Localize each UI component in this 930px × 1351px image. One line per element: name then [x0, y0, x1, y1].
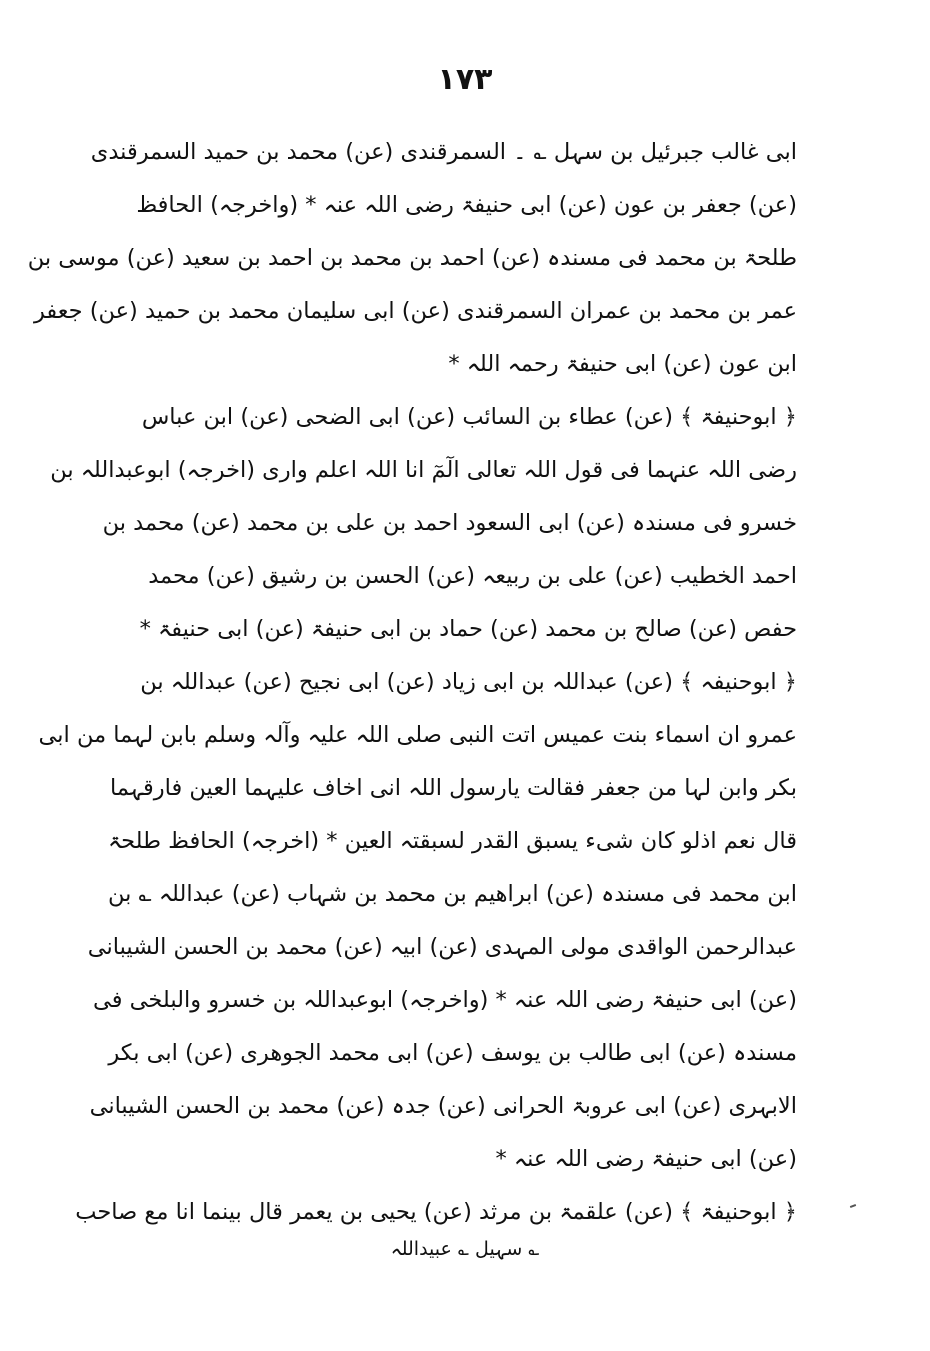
text-line: (عن) جعفر بن عون (عن) ابی حنیفۃ رضی اللہ عنہ * (واخرجہ) الحافظ	[136, 192, 797, 218]
text-line: ابن عون (عن) ابی حنیفۃ رحمہ اللہ *	[448, 351, 797, 377]
text-line: رضی اللہ عنہما فی قول اللہ تعالی الٓمٓ انا اللہ اعلم واری (اخرجہ) ابوعبداللہ بن	[50, 457, 797, 483]
text-line: عبدالرحمن الواقدی مولی المہدی (عن) ابیہ (عن) محمد بن الحسن الشیبانی	[87, 934, 797, 960]
text-line: خسرو فی مسندہ (عن) ابی السعود احمد بن علی بن محمد (عن) محمد بن	[102, 510, 797, 536]
body-text	[27, 126, 797, 1239]
text-line: طلحۃ بن محمد فی مسندہ (عن) احمد بن محمد بن احمد بن سعید (عن) موسی بن	[27, 245, 797, 271]
text-line: ﴿ ابوحنیفہ ﴾ (عن) عبداللہ بن ابی زیاد (عن) ابی نجیح (عن) عبداللہ بن	[140, 669, 797, 695]
page-number: ١٧٣	[437, 62, 493, 97]
footnote: ؎ سہیل ؎ عبیداللہ	[390, 1238, 540, 1260]
text-line: ابن محمد فی مسندہ (عن) ابراھیم بن محمد بن شہاب (عن) عبداللہ ؎ بن	[107, 881, 797, 907]
text-line: حفص (عن) صالح بن محمد (عن) حماد بن ابی حنیفۃ (عن) ابی حنیفۃ *	[139, 616, 797, 642]
text-line: ابی غالب جبرئیل بن سہل ؎ ۔ السمرقندی (عن) محمد بن حمید السمرقندی	[90, 139, 797, 165]
text-line: (عن) ابی حنیفۃ رضی اللہ عنہ * (واخرجہ) ابوعبداللہ بن خسرو والبلخی فی	[92, 987, 797, 1013]
text-line: ﴿ ابوحنیفۃ ﴾ (عن) عطاء بن السائب (عن) ابی الضحی (عن) ابن عباس	[141, 404, 797, 430]
text-line: الابہری (عن) ابی عروبۃ الحرانی (عن) جدہ (عن) محمد بن الحسن الشیبانی	[89, 1093, 797, 1119]
scan-mark	[850, 1204, 856, 1208]
text-line: مسندہ (عن) ابی طالب بن یوسف (عن) ابی محمد الجوھری (عن) ابی بکر	[108, 1040, 797, 1066]
text-line: بکر وابن لہا من جعفر فقالت یارسول اللہ انی اخاف علیہما العین فارقہما	[109, 775, 797, 801]
text-line: ﴿ ابوحنیفۃ ﴾ (عن) علقمۃ بن مرثد (عن) یحیی بن یعمر قال بینما انا مع صاحب	[75, 1199, 797, 1225]
text-line: عمر بن محمد بن عمران السمرقندی (عن) ابی سلیمان محمد بن حمید (عن) جعفر	[33, 298, 797, 324]
text-line: قال نعم اذلو کان شیء یسبق القدر لسبقتہ العین * (اخرجہ) الحافظ طلحۃ	[107, 828, 797, 854]
text-line: احمد الخطیب (عن) علی بن ربیعہ (عن) الحسن بن رشیق (عن) محمد	[148, 563, 797, 589]
text-line: عمرو ان اسماء بنت عمیس اتت النبی صلی اللہ علیہ وآلہ وسلم بابن لہما من ابی	[38, 722, 797, 748]
text-line: (عن) ابی حنیفۃ رضی اللہ عنہ *	[495, 1146, 797, 1172]
